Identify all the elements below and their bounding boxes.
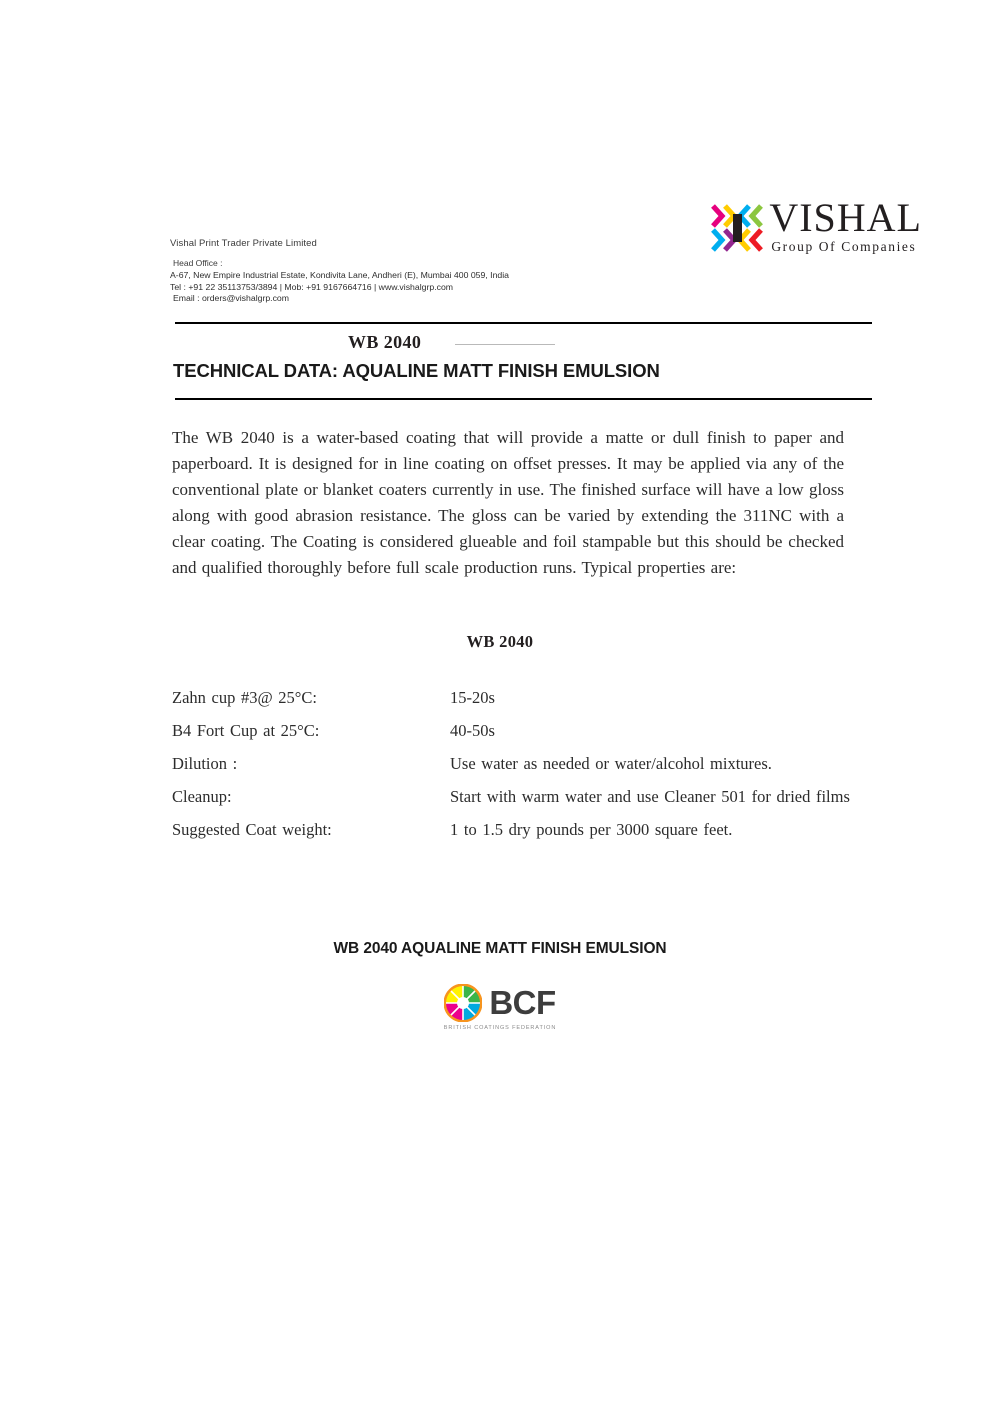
property-value: 15-20s <box>450 688 495 707</box>
vishal-chevron-icon <box>709 200 765 256</box>
property-value: 1 to 1.5 dry pounds per 3000 square feet. <box>450 820 733 839</box>
company-name: Vishal Print Trader Private Limited <box>170 238 317 249</box>
table-row <box>172 688 902 721</box>
property-label: Dilution : <box>172 754 238 773</box>
header-divider-top <box>175 322 872 324</box>
table-row <box>172 721 902 754</box>
property-label: Cleanup: <box>172 787 232 806</box>
head-office-label: Head Office : <box>173 258 223 268</box>
contact-line: Tel : +91 22 35113753/3894 | Mob: +91 9167664716 | www.vishalgrp.com <box>170 281 454 292</box>
properties-table <box>172 688 902 853</box>
code-underline-decoration <box>455 344 555 345</box>
logo-title: VISHAL <box>769 195 922 240</box>
vishal-logo <box>709 195 922 256</box>
property-value: 40-50s <box>450 721 495 740</box>
logo-tagline: Group Of Companies <box>771 239 917 254</box>
property-label: B4 Fort Cup at 25°C: <box>172 721 320 740</box>
property-label: Zahn cup #3@ 25°C: <box>172 688 317 707</box>
property-label: Suggested Coat weight: <box>172 820 332 839</box>
bcf-wordmark: BCF <box>489 984 556 1021</box>
email-line: Email : orders@vishalgrp.com <box>173 293 290 303</box>
bcf-caption: BRITISH COATINGS FEDERATION <box>443 1025 557 1031</box>
table-row <box>172 754 902 787</box>
table-row <box>172 820 902 853</box>
property-value: Start with warm water and use Cleaner 501 for dried films <box>450 787 850 806</box>
vishal-wordmark <box>769 195 922 255</box>
header-divider-bottom <box>175 398 872 400</box>
property-value: Use water as needed or water/alcohol mixtures. <box>450 754 772 773</box>
body-paragraph: The WB 2040 is a water-based coating that will provide a matte or dull finish to paper and paperboard. It is designed for in line coating on offset presses. It may be applied via any of the conventional plate or blanket coaters currently in use. The finished surface will have a low gloss along with good abrasion resistance. The gloss can be varied by extending the 311NC with a clear coating. The Coating is considered glueable and foil stampable but this should be checked and qualified thoroughly before full scale production runs. Typical properties are: <box>172 428 844 577</box>
letterhead <box>170 238 730 305</box>
bcf-color-wheel-icon <box>444 984 482 1022</box>
address-line: A-67, New Empire Industrial Estate, Kondivita Lane, Andheri (E), Mumbai 400 059, India <box>170 270 509 280</box>
table-row <box>172 787 902 820</box>
footer-product-title: WB 2040 AQUALINE MATT FINISH EMULSION <box>333 940 667 957</box>
page-title: TECHNICAL DATA: AQUALINE MATT FINISH EMULSION <box>173 360 660 381</box>
bcf-logo-row <box>444 984 555 1022</box>
properties-heading: WB 2040 <box>466 632 534 651</box>
bcf-logo <box>0 984 1000 1031</box>
document-code: WB 2040 <box>348 332 422 352</box>
